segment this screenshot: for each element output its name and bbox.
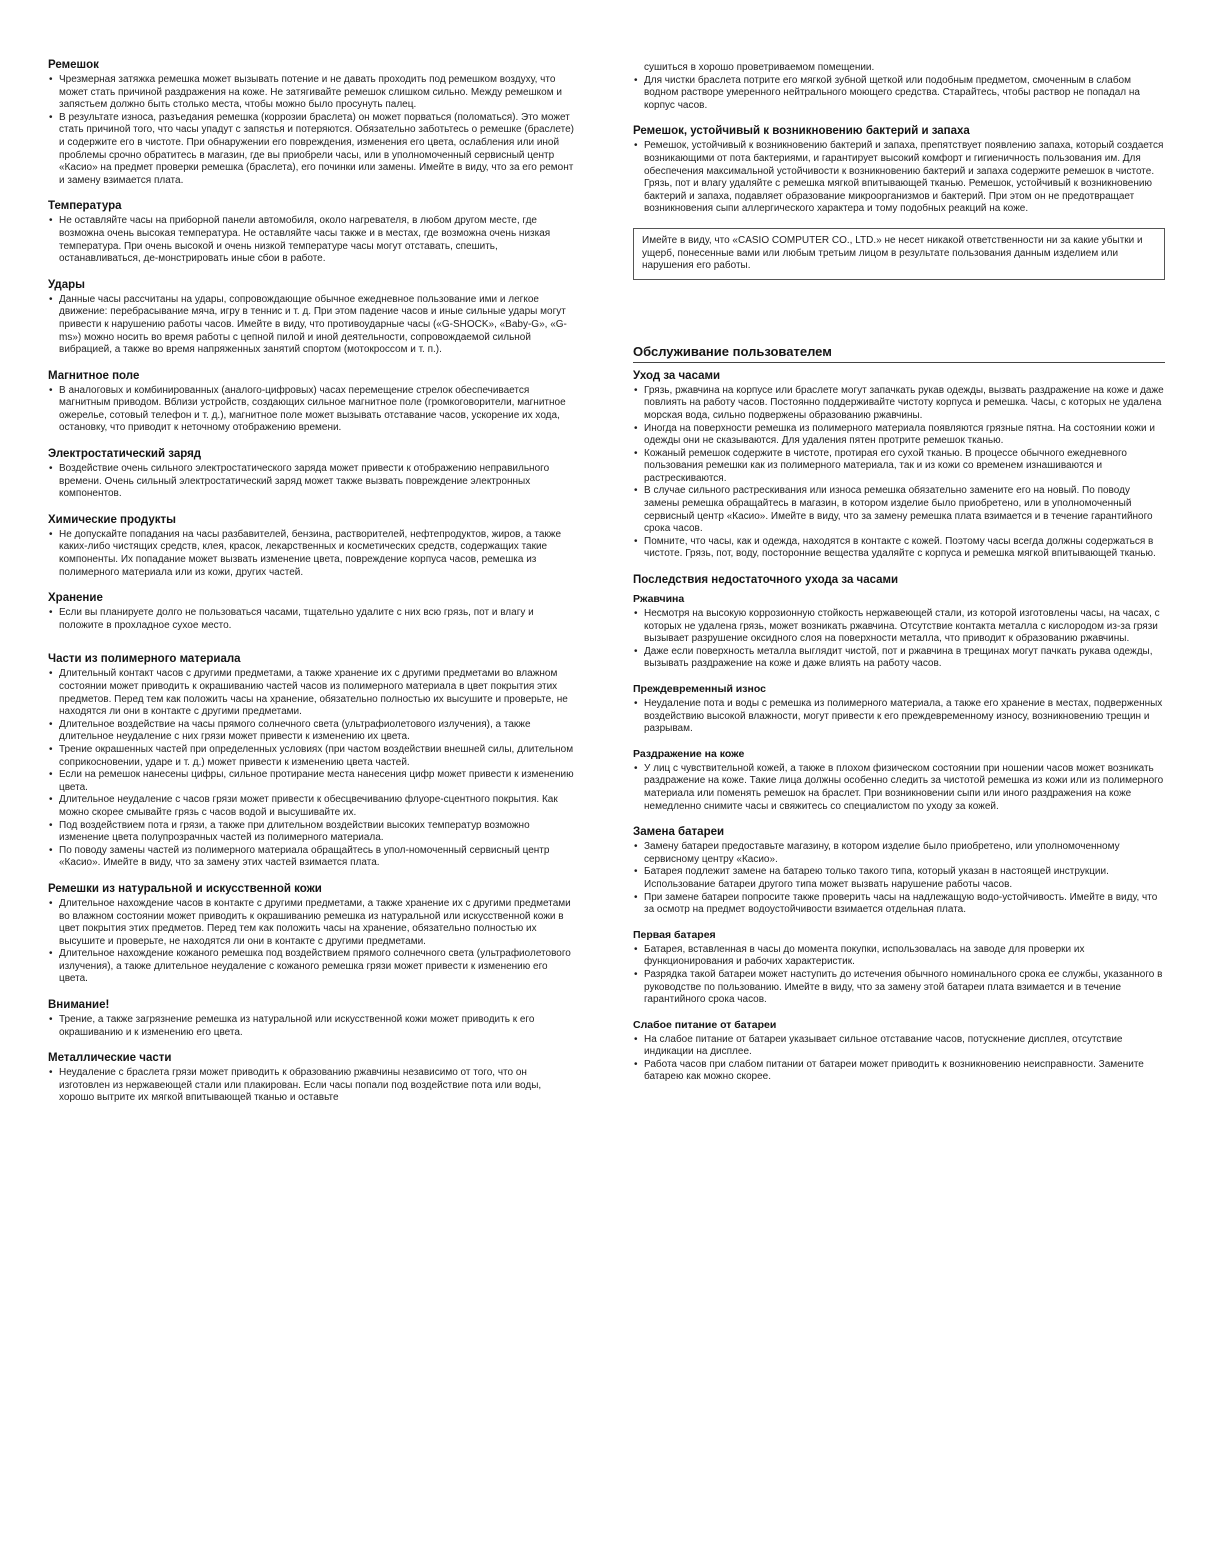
section-shocks [48, 278, 574, 357]
list-item: • По поводу замены частей из полимерного материала обращайтесь в упол-номоченный сервисный центр «Касио». Имейте в виду, что за замену этих частей взимается плата. [48, 845, 574, 870]
section-title: Преждевременный износ [633, 683, 766, 695]
section-title: Части из полимерного материала [48, 653, 241, 666]
section-title: Хранение [48, 592, 103, 605]
section-temperature [48, 199, 574, 265]
consequences-title: Последствия недостаточного ухода за часами [633, 574, 899, 587]
list-item: • Разрядка такой батареи может наступить до истечения обычного номинального срока ее службы, указанного в руководстве по пользованию. Имейте в виду, что за замену этой батареи плата взимается и в течение гарантийного срока часов. [633, 969, 1165, 1007]
list-item: • Батарея, вставленная в часы до момента покупки, использовалась на заводе для проверки их функционирования и рабочих характеристик. [633, 944, 1165, 969]
list-item: • Иногда на поверхности ремешка из полимерного материала появляются грязные пятна. На состоянии кожи и одежды они не сказываются. Для удаления пятен протрите ремешок тканью. [633, 423, 1165, 448]
list-item: • Неудаление пота и воды с ремешка из полимерного материала, а также его хранение в местах, подверженных воздействию высокой влажности, могут привести к его преждевременному износу, возникновению трещин и разрывам. [633, 698, 1165, 736]
section-polymer [48, 652, 574, 870]
list-item: • Замену батареи предоставьте магазину, в котором изделие было приобретено, или уполномоченному сервисному центру «Касио». [633, 841, 1165, 866]
section-battery-replace [633, 825, 1165, 917]
section-first-battery [633, 929, 1165, 1007]
list-item: • Под воздействием пота и грязи, а также при длительном воздействии высоких температур возможно изменение цвета полупрозрачных частей из полимерного материала. [48, 820, 574, 845]
section-metal-continued [633, 62, 1165, 112]
section-rust [633, 593, 1165, 671]
section-electrostatic [48, 447, 574, 501]
list-item: • Если вы планируете долго не пользоваться часами, тщательно удалите с них всю грязь, пот и влагу и положите в прохладное сухое место. [48, 607, 574, 632]
section-title: Электростатический заряд [48, 448, 202, 461]
section-title: Магнитное поле [48, 369, 140, 382]
list-item: • Если на ремешок нанесены цифры, сильное протирание места нанесения цифр может привести к изменению цвета. [48, 769, 574, 794]
section-title: Удары [48, 278, 85, 291]
list-item: • В результате износа, разъедания ремешка (коррозии браслета) он может порваться (поломаться). Это может стать причиной того, что часы упадут с запястья и потеряются. Обязательно заботьтесь о ремешке (браслете) и содержите его в чистоте. При обнаружении его повреждения, изменения его цвета, ослабления или иной проблемы срочно обратитесь в магазин, где вы приобрели часы, или в уполномоченный сервисный центр «Касио» на предмет проверки ремешка (браслета), его починки или замены. Имейте в виду, что за его ремонт и замену взимается плата. [48, 112, 574, 188]
section-attention [48, 998, 574, 1039]
list-item: • Трение, а также загрязнение ремешка из натуральной или искусственной кожи может приводить к его окрашиванию и к изменению его цвета. [48, 1014, 574, 1039]
liability-notice-box: Имейте в виду, что «CASIO COMPUTER CO., LTD.» не несет никакой ответственности ни за какие убытки и ущерб, понесенные вами или любым третьим лицом в результате пользования данным изделием или нарушения его работы. [633, 228, 1165, 280]
section-wear [633, 683, 1165, 736]
section-irritation [633, 748, 1165, 813]
list-item: • Работа часов при слабом питании от батареи может приводить к возникновению неисправности. Замените батарею как можно скорее. [633, 1059, 1165, 1084]
section-title: Химические продукты [48, 513, 176, 526]
list-item: • Не допускайте попадания на часы разбавителей, бензина, растворителей, нефтепродуктов, жиров, а также каких-либо чистящих средств, клея, красок, лекарственных и косметических средств, содержащих такие компоненты. Их попадание может вызвать изменение цвета, повреждение корпуса часов, ремешка из полимерного материала или из кожи, других частей. [48, 529, 574, 579]
list-item: • Даже если поверхность металла выглядит чистой, пот и ржавчина в трещинах могут пачкать рукава одежды, вызывать раздражение на коже и даже влиять на работу часов. [633, 646, 1165, 671]
right-column [633, 62, 1165, 1096]
list-item: • В аналоговых и комбинированных (аналого-цифровых) часах перемещение стрелок обеспечивается магнитным приводом. Вблизи устройств, создающих сильное магнитное поле (громкоговорители, магнитное ожерелье, сотовый телефон и т. д.), магнитное поле может вызывать отставание часов, ускорение их хода, остановку, что приводит к неточному отображению времени. [48, 385, 574, 435]
section-magnetic [48, 369, 574, 435]
list-item: • Длительный контакт часов с другими предметами, а также хранение их с другими предметами во влажном состоянии может приводить к окрашиванию частей часов из полимерного материала в цвет покрытия этих предметов. Перед тем как положить часы на хранение, обязательно полностью их высушите и проверьте, не находятся ли они в контакте с другими предметами. [48, 668, 574, 718]
section-title: Металлические части [48, 1052, 172, 1065]
section-title: Ремешки из натуральной и искусственной кожи [48, 882, 322, 895]
section-title: Первая батарея [633, 928, 716, 941]
section-metal [48, 1051, 574, 1105]
left-column [48, 58, 574, 1117]
list-item: • Батарея подлежит замене на батарею только такого типа, который указан в настоящей инструкции. Использование батареи другого типа может вызвать нарушение работы часов. [633, 866, 1165, 891]
list-item: • Чрезмерная затяжка ремешка может вызывать потение и не давать проходить под ремешком воздуху, что может стать причиной раздражения на коже. Не затягивайте ремешок слишком сильно. Между ремешком и запястьем должно быть столько места, чтобы можно было просунуть палец. [48, 74, 574, 112]
list-item: • В случае сильного растрескивания или износа ремешка обязательно замените его на новый. По поводу замены ремешка обращайтесь в магазин, в котором изделие было приобретено, или в уполномоченный сервисный центр «Касио». Имейте в виду, что за замену ремешка плата взимается и в течение гарантийного срока часов. [633, 485, 1165, 535]
section-storage [48, 591, 574, 632]
section-leather [48, 882, 574, 986]
section-title: Замена батареи [633, 826, 725, 839]
section-title: Температура [48, 200, 122, 213]
section-care [633, 369, 1165, 561]
list-item: • Длительное нахождение часов в контакте с другими предметами, а также хранение их с другими предметами во влажном состоянии может приводить к окрашиванию ремешка из натуральной или искусственной кожи в цвет покрытия этих предметов. Перед тем как положить часы на хранение, обязательно полностью их высушите и проверьте, не находятся ли они в контакте с другими предметами. [48, 898, 574, 948]
list-item: • У лиц с чувствительной кожей, а также в плохом физическом состоянии при ношении часов может возникать раздражение на коже. Такие лица должны особенно следить за чистотой ремешка из кожи или из полимерного материала или поменять ремешок на браслет. При возникновении сыпи или иного раздражения на коже немедленно снимите часы и свяжитесь со специалистом по уходу за кожей. [633, 763, 1165, 813]
list-item: • Не оставляйте часы на приборной панели автомобиля, около нагревателя, в любом другом месте, где возможна очень высокая температура. Не оставляйте часы также и в местах, где возможна очень низкая температура. При очень высокой и очень низкой температуре часы могут отставать, спешить, останавливаться, де-монстрировать иные сбои в работе. [48, 215, 574, 265]
list-item: • Ремешок, устойчивый к возникновению бактерий и запаха, препятствует появлению запаха, который создается возникающими от пота бактериями, и гарантирует высокий комфорт и гигиеничность пользования им. Для обеспечения максимальной устойчивости к возникновению бактерий и запаха содержите ремешок в чистоте. Грязь, пот и влагу удаляйте с ремешка мягкой впитывающей тканью. Ремешок, устойчивый к возникновению бактерий и запаха, подавляет образование микроорганизмов и бактерий. При этом он не предотвращает возникновения сыпи аллергического характера и тому подобных реакций на коже. [633, 140, 1165, 216]
list-item: • Помните, что часы, как и одежда, находятся в контакте с кожей. Поэтому часы всегда должны содержаться в чистоте. Грязь, пот, воду, посторонние вещества удаляйте с корпуса и ремешка мягкой впитывающей тканью. [633, 536, 1165, 561]
list-item: • Длительное воздействие на часы прямого солнечного света (ультрафиолетового излучения), а также длительное неудаление с них грязи может привести к изменению их цвета. [48, 719, 574, 744]
section-title: Внимание! [48, 999, 110, 1012]
list-item: • Длительное неудаление с часов грязи может привести к обесцвечиванию флуоре-сцентного покрытия. Как можно скорее смывайте грязь с часов водой и высушивайте их. [48, 794, 574, 819]
section-antibacterial [633, 124, 1165, 216]
list-item: • Данные часы рассчитаны на удары, сопровождающие обычное ежедневное пользование ими и легкое движение: перебрасывание мяча, игру в теннис и т. д. При этом падение часов и иные сильные удары могут привести к нарушению работы часов. Имейте в виду, что противоударные часы («G-SHOCK», «Baby-G», «G-ms») можно носить во время работы с цепной пилой и иной деятельности, сопровождаемой сильной вибрацией, а также во время напряженных занятий спортом (мотокроссом и т. п.). [48, 294, 574, 357]
list-item: • Кожаный ремешок содержите в чистоте, протирая его сухой тканью. В процессе обычного ежедневного пользования ремешки как из полимерного материала, так и из кожи со временем изнашиваются и растрескиваются. [633, 448, 1165, 486]
section-title: Ржавчина [633, 593, 685, 606]
list-item: • Трение окрашенных частей при определенных условиях (при частом воздействии внешней силы, длительном соприкосновении, ударе и т. д.) может привести к изменению цвета частей. [48, 744, 574, 769]
list-item: • Для чистки браслета потрите его мягкой зубной щеткой или подобным предметом, смоченным в слабом водном растворе умеренного нейтрального моющего средства. Старайтесь, чтобы раствор не попадал на корпус часов. [633, 75, 1165, 113]
list-item: • На слабое питание от батареи указывает сильное отставание часов, потускнение дисплея, отсутствие индикации на дисплее. [633, 1034, 1165, 1059]
list-item: • При замене батареи попросите также проверить часы на надлежащую водо-устойчивость. Имейте в виду, что за осмотр на предмет водоустойчивости взимается отдельная плата. [633, 892, 1165, 917]
list-item: • Длительное нахождение кожаного ремешка под воздействием прямого солнечного света (ультрафиолетового излучения), а также длительное неудаление с кожаного ремешка грязи может привести к изменению его цвета. [48, 948, 574, 986]
section-strap [48, 58, 574, 187]
list-item: • Неудаление с браслета грязи может приводить к образованию ржавчины независимо от того, что он изготовлен из нержавеющей стали или плакирован. Если часы попали под воздействие пота или воды, хорошо вытрите их мягкой впитывающей тканью и оставьте [48, 1067, 574, 1105]
section-title: Слабое питание от батареи [633, 1018, 777, 1031]
section-chemicals [48, 513, 574, 579]
list-item: • Грязь, ржавчина на корпусе или браслете могут запачкать рукав одежды, вызвать раздражение на коже и даже повлиять на работу часов. Постоянно поддерживайте чистоту корпуса и ремешка. Часы, с которых не удалена морская вода, сильно подвержены образованию ржавчины. [633, 385, 1165, 423]
section-title: Уход за часами [633, 369, 721, 382]
service-title: Обслуживание пользователем [633, 344, 1165, 363]
continuation-text: сушиться в хорошо проветриваемом помещении. [644, 62, 875, 73]
section-weak-battery [633, 1019, 1165, 1084]
section-title: Ремешок [48, 59, 99, 71]
section-title: Ремешок, устойчивый к возникновению бактерий и запаха [633, 125, 970, 138]
list-item: • Несмотря на высокую коррозионную стойкость нержавеющей стали, из которой изготовлены часы, на часах, с которых не удалена грязь, может возникать ржавчина. Отсутствие контакта металла с кислородом из-за грязи вызывает разрушение оксидного слоя на поверхности металла, что приводит к образованию ржавчины. [633, 608, 1165, 646]
section-title: Раздражение на коже [633, 747, 745, 760]
list-item: • Воздействие очень сильного электростатического заряда может привести к отображению неправильного времени. Очень сильный электростатический заряд может также вызвать повреждение электронных компонентов. [48, 463, 574, 501]
